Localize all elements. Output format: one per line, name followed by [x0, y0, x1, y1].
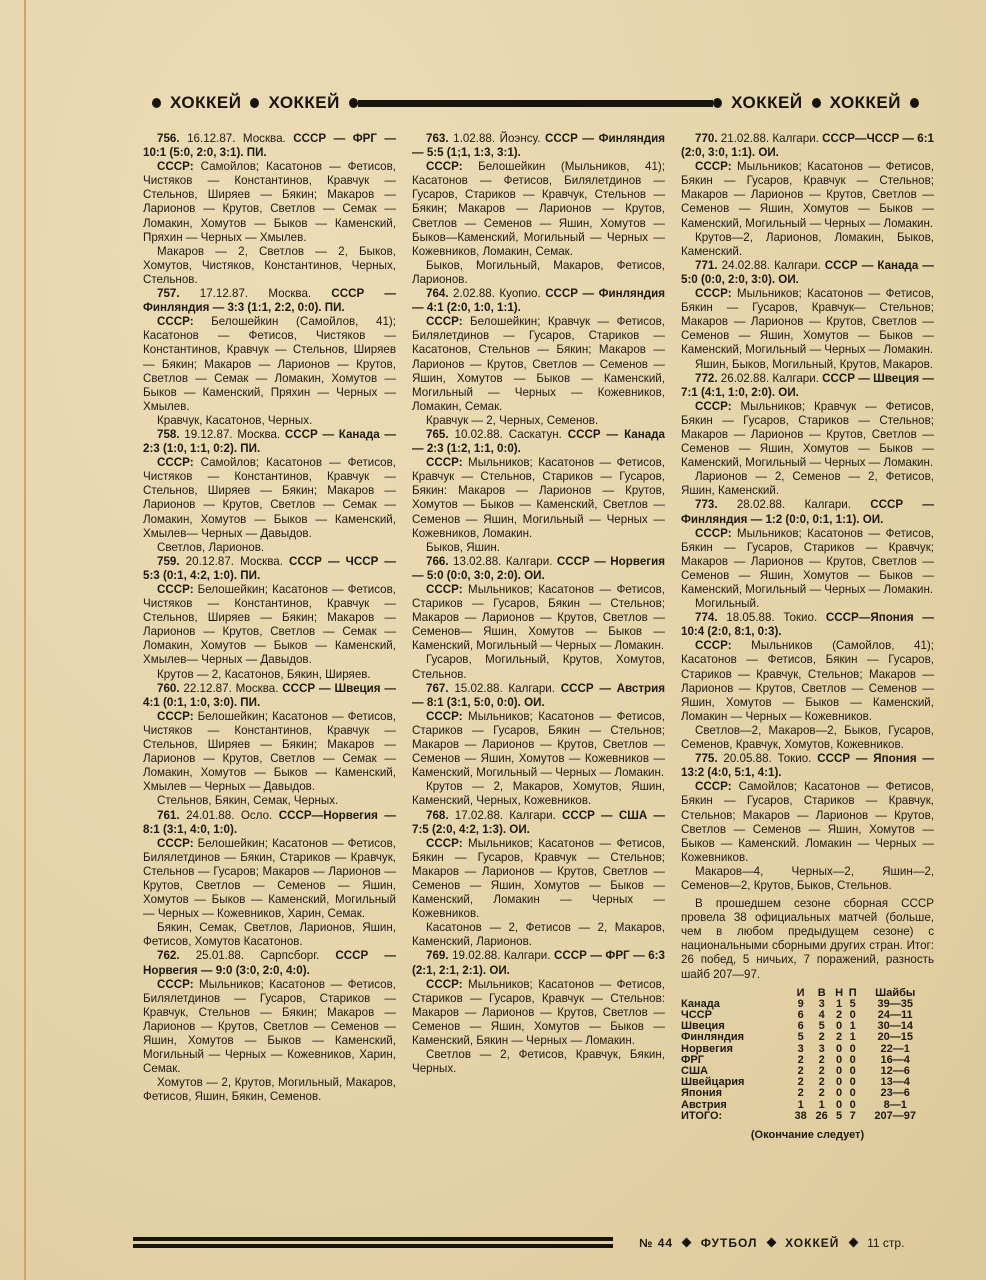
table-cell: 2 — [818, 1076, 825, 1089]
match-lineup — [143, 160, 396, 245]
match-entry — [412, 428, 665, 555]
lineup-label: СССР: — [426, 456, 463, 470]
continuation-note: (Окончание следует) — [750, 1129, 865, 1142]
team-name: Норвегия — [681, 1042, 733, 1055]
match-entry — [681, 752, 934, 893]
table-cell: 38 — [794, 1109, 807, 1122]
lineup-label: СССР: — [157, 977, 194, 991]
match-entry — [143, 555, 396, 682]
match-scorers: Крутов — 2, Макаров, Хомутов, Яшин, Каменский, Черных, Кожевников. — [412, 780, 665, 808]
lineup-label: СССР: — [695, 287, 732, 301]
match-lineup — [143, 583, 396, 668]
table-cell: 13—4 — [880, 1076, 910, 1089]
table-cell: 16—4 — [880, 1053, 910, 1066]
match-number: 761. — [157, 808, 180, 822]
match-date-place: 17.12.87. Москва. — [179, 287, 332, 301]
table-cell: 5 — [835, 1109, 843, 1122]
table-cell: 4 — [818, 1009, 825, 1022]
match-result: СССР — Япония — 13:2 (4:0, 5:1, 4:1). — [681, 752, 935, 780]
match-date-place: 1.02.88. Йоэнсу. — [448, 132, 545, 145]
column-1 — [143, 132, 396, 1104]
lineup-players: Мыльников; Касатонов — Фетисов, Стариков — Гусаров, Кравчук — Стельнов: Макаров — Ларионов — Крутов, Светлов — Семенов — Яшин, Хомутов — Быков — Каменский, Бякин — Черных — Ломакин. — [412, 977, 665, 1047]
match-scorers: Светлов — 2, Фетисов, Кравчук, Бякин, Черных. — [412, 1048, 665, 1076]
match-heading — [143, 809, 396, 837]
lineup-players: Самойлов; Касатонов — Фетисов, Чистяков — Константинов, Кравчук — Стельнов, Ширяев — Бякин; Макаров — Ларионов — Крутов, Светлов — Семак — Ломакин, Хомутов — Быков — Каменский, Пряхин — Черных — Хмылев. — [143, 160, 396, 244]
match-heading — [412, 682, 665, 710]
table-cell: 0 — [849, 1087, 856, 1100]
lineup-players: Белошейкин; Касатонов — Фетисов, Билялетдинов — Бякин, Стариков — Кравчук, Стельнов — Гусаров; Макаров — Ларионов — Крутов, Светлов — Семенов — Яшин, Хомутов — Быков — Каменский, Могильный — Черных — Кожевников, Харин, Семак. — [143, 836, 396, 921]
match-entry — [412, 949, 665, 1076]
lineup-players: Мыльников; Касатонов — Фетисов, Стариков — Гусаров, Бякин — Стельнов; Макаров — Ларионов — Крутов, Светлов — Семенов— Яшин, Хомутов — Быков — Каменский, Могильный — Черных — Ломакин. — [412, 583, 665, 653]
lineup-label: СССР: — [426, 977, 463, 991]
match-number: 775. — [695, 752, 718, 766]
match-number: 773. — [695, 498, 718, 512]
table-cell: 5 — [849, 997, 856, 1010]
table-cell: 39—35 — [877, 997, 913, 1010]
lineup-label: СССР: — [426, 836, 463, 850]
match-result: СССР — США — 7:5 (2:0, 4:2, 1:3). ОИ. — [412, 808, 665, 836]
table-cell: 5 — [818, 1020, 825, 1033]
match-scorers: Макаров — 2, Светлов — 2, Быков, Хомутов, Чистяков, Константинов, Черных, Стельнов. — [143, 244, 396, 286]
rubric-label: ХОККЕЙ — [268, 93, 340, 112]
lineup-players: Белошейкин (Самойлов, 41); Касатонов — Фетисов, Чистяков — Константинов, Кравчук — Стельнов, Ширяев — Бякин; Макаров — Ларионов — Крутов, Светлов — Семак — Ломакин, Хомутов — Быков — Каменский, Пряхин — Черных — Хмылев. — [143, 315, 396, 413]
match-heading — [412, 555, 665, 583]
match-entry — [412, 132, 665, 287]
lineup-label: СССР: — [426, 583, 463, 596]
team-name: ИТОГО: — [681, 1109, 723, 1122]
table-cell: 3 — [818, 1042, 825, 1055]
match-number: 756. — [157, 132, 180, 145]
match-scorers: Крутов—2, Ларионов, Ломакин, Быков, Каменский. — [681, 230, 934, 258]
match-heading — [143, 555, 396, 583]
match-result: СССР — Финляндия — 3:3 (1:1, 2:2, 0:0). ПИ. — [143, 287, 396, 315]
table-cell: 1 — [818, 1098, 825, 1111]
match-scorers: Макаров—4, Черных—2, Яшин—2, Семенов—2, Крутов, Быков, Стельнов. — [681, 864, 934, 892]
match-entry — [143, 287, 396, 428]
match-date-place: 21.02.88. Калгари. — [717, 132, 823, 145]
match-scorers: Могильный. — [695, 597, 760, 611]
lineup-players: Самойлов; Касатонов — Фетисов, Бякин — Гусаров, Стариков — Кравчук, Стельнов; Макаров — Ларионов — Крутов, Светлов — Семенов — Яшин, Хомутов — Быков — Каменский. Ломакин — Черных — Кожевников. — [681, 780, 934, 864]
match-entry — [681, 259, 934, 372]
lineup-players: Мыльников; Касатонов — Фетисов, Бякин — Гусаров, Кравчук— Стельнов; Макаров — Ларионов — Крутов, Светлов — Семенов — Яшин, Хомутов — Быков — Каменский, Могильный — Черных — Ломакин. — [681, 287, 934, 357]
match-date-place: 20.05.88. Токио. — [717, 752, 818, 766]
page-edge — [24, 0, 26, 1280]
table-cell: 6 — [797, 1020, 804, 1033]
table-cell: 3 — [797, 1042, 804, 1055]
season-summary-block — [681, 897, 934, 1142]
match-date-place: 17.02.88. Калгари. — [448, 808, 563, 822]
match-number: 771. — [695, 258, 718, 272]
page-number: 11 стр. — [867, 1236, 905, 1250]
match-number: 762. — [157, 949, 180, 963]
table-row — [681, 1088, 931, 1099]
page-footer — [133, 1234, 933, 1252]
team-name: США — [681, 1065, 708, 1078]
bullet-icon — [152, 98, 161, 108]
match-result: СССР — ФРГ — 6:3 (2:1, 2:1, 2:1). ОИ. — [412, 949, 665, 977]
table-header: Шайбы — [875, 986, 916, 999]
lineup-players: Мыльников; Касатонов — Фетисов, Бякин — Гусаров, Кравчук — Стельнов; Макаров — Ларионов — Крутов, Светлов — Семенов — Яшин, Хомутов — Быков — Каменский, Могильный — Черных — Ломакин. — [681, 160, 934, 230]
table-cell: 2 — [818, 1053, 825, 1066]
match-scorers: Стельнов, Бякин, Семак, Черных. — [157, 794, 339, 808]
match-number: 765. — [426, 427, 449, 441]
table-cell: 1 — [835, 997, 843, 1010]
table-header: В — [817, 986, 826, 999]
lineup-players: Белошейкин (Мыльников, 41); Касатонов — Фетисов, Билялетдинов — Гусаров, Стариков — Кравчук, Стельнов — Бякин; Макаров — Ларионов — Крутов, Светлов — Семенов — Яшин, Хомутов — Быков—Каменский, Могильный — Черных — Кожевников, Ломакин, Семак. — [412, 160, 665, 258]
team-name: Австрия — [681, 1098, 727, 1111]
match-lineup — [681, 639, 934, 724]
match-heading — [143, 428, 396, 456]
team-name: Швеция — [681, 1020, 725, 1033]
rubric-label: ХОККЕЙ — [170, 93, 242, 112]
match-heading — [681, 498, 934, 526]
match-entry — [412, 287, 665, 428]
match-lineup — [681, 160, 934, 230]
match-lineup — [412, 583, 665, 653]
match-scorers: Кравчук, Касатонов, Черных. — [157, 413, 313, 427]
team-name: Финляндия — [681, 1031, 745, 1044]
lineup-label: СССР: — [157, 160, 194, 174]
table-cell: 7 — [849, 1109, 856, 1122]
match-heading — [681, 259, 934, 287]
match-date-place: 10.02.88. Саскатун. — [448, 427, 568, 441]
match-heading — [412, 809, 665, 837]
table-cell: 0 — [849, 1009, 856, 1022]
table-cell: 8—1 — [883, 1098, 907, 1111]
match-lineup — [143, 837, 396, 922]
table-cell: 23—6 — [880, 1087, 910, 1100]
team-name: Япония — [681, 1087, 723, 1100]
match-result: СССР — Швеция — 7:1 (4:1, 1:0, 2:0). ОИ. — [681, 371, 934, 399]
lineup-players: Белошейкин; Кравчук — Фетисов, Билялетдинов — Гусаров, Стариков — Касатонов, Стельнов — Бякин; Макаров — Ларионов — Крутов, Светлов — Семенов — Яшин, Хомутов — Быков — Каменский, Могильный — Черных — Кожевников, Ломакин, Семак. — [412, 315, 665, 413]
table-cell: 2 — [797, 1065, 804, 1078]
match-scorers: Касатонов — 2, Фетисов — 2, Макаров, Каменский, Ларионов. — [412, 921, 665, 949]
lineup-players: Мыльников; Касатонов — Фетисов, Бякин — Гусаров, Кравчук — Стельнов; Макаров — Ларионов — Крутов, Светлов — Семенов — Яшин, Хомутов — Быков — Каменский, Ломакин — Черных — Кожевников. — [412, 836, 665, 921]
match-result: СССР — Канада — 5:0 (0:0, 2:0, 3:0). ОИ. — [681, 258, 934, 286]
match-heading — [681, 372, 934, 400]
match-date-place: 13.02.88. Калгари. — [448, 554, 557, 568]
match-scorers: Хомутов — 2, Крутов, Могильный, Макаров, Фетисов, Яшин, Бякин, Семенов. — [143, 1076, 396, 1104]
table-cell: 0 — [849, 1065, 856, 1078]
match-lineup — [412, 456, 665, 541]
lineup-players: Самойлов; Касатонов — Фетисов, Чистяков — Константинов, Кравчук — Стельнов, Ширяев — Бякин; Макаров — Ларионов — Крутов, Светлов — Семак — Ломакин, Хомутов — Быков — Каменский, Хмылев— Черных — Давыдов. — [143, 456, 396, 540]
table-cell: 0 — [835, 1053, 843, 1066]
table-cell: 1 — [849, 1020, 856, 1033]
table-row — [681, 1111, 931, 1122]
table-cell: 0 — [835, 1087, 843, 1100]
table-cell: 1 — [797, 1098, 804, 1111]
lineup-label: СССР: — [157, 836, 194, 850]
table-cell: 9 — [797, 997, 804, 1010]
column-2 — [412, 132, 665, 1076]
team-name: ФРГ — [681, 1053, 704, 1066]
match-scorers: Ларионов — 2, Семенов — 2, Фетисов, Яшин, Каменский. — [681, 470, 934, 498]
match-entry — [143, 682, 396, 809]
match-lineup — [412, 710, 665, 780]
lineup-players: Мыльников; Кравчук — Фетисов, Бякин — Гусаров, Стариков — Стельнов; Макаров — Ларионов — Крутов, Светлов — Семенов — Яшин, Хомутов — Быков — Каменский, Могильный — Черных — Ломакин. — [681, 399, 934, 470]
match-date-place: 16.12.87. Москва. — [179, 132, 294, 145]
match-number: 766. — [426, 554, 449, 568]
match-result: СССР — ЧССР — 5:3 (0:1, 4:2, 1:0). ПИ. — [143, 554, 396, 582]
match-entry — [143, 428, 396, 555]
footer-text — [639, 1236, 904, 1250]
lineup-label: СССР: — [157, 583, 194, 596]
table-cell: 2 — [835, 1009, 843, 1022]
rubric-label: ХОККЕЙ — [731, 93, 803, 112]
table-header: Н — [835, 986, 844, 999]
match-heading — [681, 611, 934, 639]
match-entry — [412, 809, 665, 950]
match-heading — [143, 949, 396, 977]
match-heading — [412, 287, 665, 315]
table-cell: 2 — [835, 1031, 843, 1044]
lineup-label: СССР: — [426, 160, 463, 174]
match-lineup — [412, 837, 665, 922]
lineup-players: Мыльников; Касатонов — Фетисов, Стариков — Гусаров, Бякин — Стельнов; Макаров — Ларионов — Крутов, Светлов — Семенов — Яшин, Хомутов — Кожевников — Каменский, Могильный — Черных — Ломакин. — [412, 709, 665, 780]
section-football: ФУТБОЛ — [700, 1236, 758, 1250]
rubric-header — [143, 90, 928, 116]
table-cell: 2 — [797, 1087, 804, 1100]
table-cell: 0 — [835, 1098, 843, 1111]
match-result: СССР — Финляндия — 1:2 (0:0, 0:1, 1:1). ОИ. — [681, 498, 934, 526]
match-heading — [412, 132, 665, 160]
match-result: СССР — Австрия — 8:1 (3:1, 5:0, 0:0). ОИ. — [412, 681, 665, 709]
match-number: 759. — [157, 554, 180, 568]
match-number: 764. — [426, 287, 449, 301]
lineup-players: Мыльников; Касатонов — Фетисов, Кравчук — Стельнов, Стариков — Гусаров, Бякин: Макаров — Ларионов — Крутов, Хомутов — Быков — Каменский, Светлов — Семенов — Яшин, Могильный — Черных — Кожевников, Ломакин. — [412, 456, 665, 540]
match-scorers: Быков, Могильный, Макаров, Фетисов, Ларионов. — [412, 258, 665, 286]
lineup-label: СССР: — [695, 399, 732, 413]
lineup-label: СССР: — [157, 709, 194, 723]
table-cell: 2 — [818, 1031, 825, 1044]
team-name: Канада — [681, 997, 720, 1010]
lineup-label: СССР: — [426, 709, 463, 723]
table-header: И — [796, 986, 805, 999]
lineup-label: СССР: — [426, 315, 463, 329]
match-lineup — [681, 780, 934, 865]
table-cell: 1 — [849, 1031, 856, 1044]
lineup-label: СССР: — [157, 315, 194, 329]
match-date-place: 24.02.88. Калгари. — [717, 258, 825, 272]
diamond-icon — [682, 1238, 692, 1248]
match-result: СССР — Канада — 2:3 (1:2, 1:1, 0:0). — [412, 427, 665, 456]
match-number: 768. — [426, 808, 449, 822]
table-cell: 2 — [818, 1087, 825, 1100]
bullet-icon — [713, 98, 722, 108]
match-result: СССР — Швеция — 4:1 (0:1, 1:0, 3:0). ПИ. — [143, 681, 396, 709]
lineup-players: Мыльников (Самойлов, 41); Касатонов — Фетисов, Бякин — Гусаров, Стариков — Кравчук, Стельнов; Макаров — Ларионов — Крутов, Светлов — Семенов — Яшин, Хомутов — Быков — Каменский, Ломакин — Черных — Кожевников. — [681, 639, 934, 723]
footer-rule — [133, 1237, 613, 1249]
table-cell: 0 — [849, 1076, 856, 1089]
table-cell: 3 — [818, 997, 825, 1010]
match-scorers: Светлов—2, Макаров—2, Быков, Гусаров, Семенов, Кравчук, Хомутов, Кожевников. — [681, 723, 934, 752]
table-cell: 26 — [815, 1109, 828, 1122]
table-cell: 6 — [797, 1009, 804, 1022]
table-cell: 0 — [849, 1098, 856, 1111]
table-cell: 24—11 — [877, 1009, 913, 1022]
match-scorers: Светлов, Ларионов. — [157, 540, 265, 554]
match-date-place: 19.12.87. Москва. — [179, 427, 285, 441]
match-entry — [143, 132, 396, 287]
match-lineup — [412, 160, 665, 259]
match-result: СССР — Финляндия — 4:1 (2:0, 1:0, 1:1). — [412, 287, 665, 315]
lineup-players: Белошейкин; Касатонов — Фетисов, Чистяков — Константинов, Кравчук — Стельнов, Ширяев — Бякин; Макаров — Ларионов — Крутов, Светлов — Семак — Ломакин, Хомутов — Быков — Каменский, Хмылев— Черных — Давыдов. — [143, 583, 396, 667]
match-date-place: 22.12.87. Москва. — [179, 681, 283, 695]
match-result: СССР—Норвегия — 8:1 (3:1, 4:0, 1:0). — [143, 808, 396, 836]
match-number: 769. — [426, 949, 449, 963]
match-lineup — [412, 315, 665, 414]
match-date-place: 15.02.88. Калгари. — [448, 681, 561, 695]
lineup-players: Мыльников; Касатонов — Фетисов, Билялетдинов — Гусаров, Стариков — Кравчук, Стельнов — Бякин; Макаров — Ларионов — Крутов, Светлов — Семенов — Яшин, Хомутов — Быков — Каменский, Могильный — Черных — Кожевников, Харин, Семак. — [143, 977, 396, 1076]
match-number: 763. — [426, 132, 449, 145]
table-cell: 0 — [835, 1065, 843, 1078]
header-rule — [358, 100, 713, 107]
table-cell: 30—14 — [877, 1020, 913, 1033]
match-number: 760. — [157, 681, 180, 695]
match-date-place: 20.12.87. Москва. — [179, 554, 290, 568]
lineup-label: СССР: — [157, 456, 194, 470]
match-date-place: 26.02.88. Калгари. — [717, 371, 823, 385]
table-cell: 2 — [818, 1065, 825, 1078]
match-lineup — [681, 400, 934, 470]
table-cell: 0 — [849, 1042, 856, 1055]
match-result: СССР — Финляндия — 5:5 (1;1, 1:3, 3:1). — [412, 132, 665, 160]
match-scorers: Быков, Яшин. — [426, 540, 500, 554]
match-lineup — [143, 456, 396, 541]
match-heading — [143, 132, 396, 160]
bullet-icon — [250, 98, 259, 108]
table-header: П — [848, 986, 857, 999]
match-number: 774. — [695, 611, 718, 625]
team-name: ЧССР — [681, 1009, 712, 1022]
match-heading — [681, 132, 934, 160]
table-cell: 12—6 — [880, 1065, 910, 1078]
match-date-place: 28.02.88. Калгари. — [717, 498, 871, 512]
bullet-icon — [349, 98, 358, 108]
season-summary: В прошедшем сезоне сборная СССР провела 38 официальных матчей (больше, чем в любом предыдущем сезоне) с национальными сборными других стран. Итог: 26 побед, 5 ничьих, 7 поражений, разность шайб 207—97. — [681, 897, 934, 981]
match-entry — [681, 498, 934, 611]
table-cell: 20—15 — [877, 1031, 913, 1044]
match-result: СССР — Норвегия — 9:0 (3:0, 2:0, 4:0). — [143, 949, 396, 977]
match-entry — [412, 682, 665, 809]
bullet-icon — [910, 98, 919, 108]
lineup-label: СССР: — [695, 160, 732, 174]
match-date-place: 19.02.88. Калгари. — [448, 949, 554, 963]
match-number: 767. — [426, 681, 449, 695]
lineup-players: Белошейкин; Касатонов — Фетисов, Чистяков — Константинов, Кравчук — Стельнов, Ширяев — Бякин; Макаров — Ларионов — Крутов, Светлов — Семак — Ломакин, Хомутов — Быков — Каменский, Хмылев — Черных — Давыдов. — [143, 709, 396, 794]
table-row — [681, 1032, 931, 1043]
match-scorers: Гусаров, Могильный, Крутов, Хомутов, Стельнов. — [412, 653, 665, 681]
match-number: 770. — [695, 132, 718, 145]
match-entry — [143, 949, 396, 1104]
table-cell: 5 — [797, 1031, 804, 1044]
table-cell: 207—97 — [874, 1109, 917, 1122]
issue-number: № 44 — [639, 1236, 674, 1250]
lineup-players: Мыльников; Касатонов — Фетисов, Бякин — Гусаров, Стариков — Кравчук; Макаров — Ларионов — Крутов, Светлов — Семенов — Яшин, Хомутов — Быков — Каменский, Могильный — Черных — Ломакин. — [681, 526, 934, 596]
match-scorers: Крутов — 2, Касатонов, Бякин, Ширяев. — [157, 667, 371, 681]
table-cell: 22—1 — [880, 1042, 910, 1055]
match-result: СССР — Норвегия — 5:0 (0:0, 3:0, 2:0). ОИ. — [412, 554, 665, 582]
match-lineup — [681, 527, 934, 597]
match-result: СССР—Япония — 10:4 (2:0, 8:1, 0:3). — [681, 611, 934, 639]
match-date-place: 2.02.88. Куопио. — [448, 287, 546, 301]
table-cell: 0 — [835, 1020, 843, 1033]
match-date-place: 24.01.88. Осло. — [179, 808, 279, 822]
lineup-label: СССР: — [695, 780, 732, 794]
lineup-label: СССР: — [695, 639, 732, 653]
match-date-place: 25.01.88. Сарпсборг. — [179, 949, 336, 963]
match-scorers: Яшин, Быков, Могильный, Крутов, Макаров. — [695, 357, 933, 371]
rubric-label: ХОККЕЙ — [829, 93, 901, 112]
match-lineup — [143, 978, 396, 1077]
match-lineup — [412, 978, 665, 1048]
match-heading — [412, 428, 665, 456]
match-lineup — [143, 710, 396, 795]
match-entry — [681, 372, 934, 499]
column-3 — [681, 132, 934, 1142]
lineup-label: СССР: — [695, 526, 732, 540]
table-cell: 2 — [797, 1076, 804, 1089]
match-entry — [681, 611, 934, 752]
section-hockey: ХОККЕЙ — [785, 1236, 840, 1250]
match-heading — [143, 682, 396, 710]
match-date-place: 18.05.88. Токио. — [717, 611, 826, 625]
match-heading — [412, 949, 665, 977]
opponents-table — [681, 988, 931, 1122]
match-entry — [143, 809, 396, 950]
table-cell: 0 — [835, 1076, 843, 1089]
diamond-icon — [766, 1238, 776, 1248]
match-lineup — [143, 315, 396, 414]
match-scorers: Бякин, Семак, Светлов, Ларионов, Яшин, Фетисов, Хомутов Касатонов. — [143, 921, 396, 949]
match-heading — [143, 287, 396, 315]
diamond-icon — [848, 1238, 858, 1248]
team-name: Швейцария — [681, 1076, 745, 1089]
match-number: 758. — [157, 427, 180, 441]
match-number: 757. — [157, 287, 180, 301]
bullet-icon — [812, 98, 821, 108]
match-result: СССР—ЧССР — 6:1 (2:0, 3:0, 1:1). ОИ. — [681, 132, 935, 160]
match-number: 772. — [695, 371, 718, 385]
match-entry — [412, 555, 665, 682]
table-cell: 0 — [835, 1042, 843, 1055]
match-lineup — [681, 287, 934, 357]
match-result: СССР — ФРГ — 10:1 (5:0, 2:0, 3:1). ПИ. — [143, 132, 396, 160]
table-cell: 2 — [797, 1053, 804, 1066]
table-cell: 0 — [849, 1053, 856, 1066]
match-result: СССР — Канада — 2:3 (1:0, 1:1, 0:2). ПИ. — [143, 427, 396, 456]
match-entry — [681, 132, 934, 259]
match-heading — [681, 752, 934, 780]
match-scorers: Кравчук — 2, Черных, Семенов. — [426, 413, 599, 427]
